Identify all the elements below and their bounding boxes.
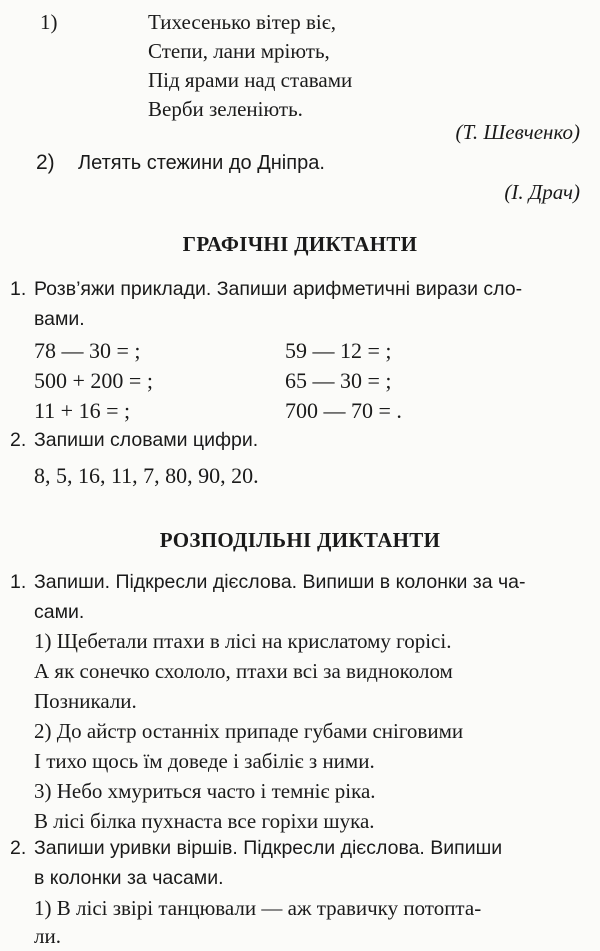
graphic-task2-number: 2. <box>10 429 27 451</box>
poem1-line: Тихесенько вітер віє, <box>148 10 336 34</box>
poem2-author: (І. Драч) <box>504 180 580 204</box>
task-line: Запиши. Підкресли дієслова. Випиши в колонки за ча- <box>34 571 526 593</box>
task-line: Запиши уривки віршів. Підкресли дієслова. Випиши <box>34 837 503 859</box>
passage-line: А як сонечко схололо, птахи всі за видноколом <box>34 659 453 683</box>
expression: 78 — 30 = ; <box>34 338 141 363</box>
passage-line: В лісі білка пухнаста все горіхи шука. <box>34 809 375 833</box>
passage-line: 1) В лісі звірі танцювали — аж травичку потопта- <box>34 896 482 920</box>
separate-task1-passage <box>34 626 463 836</box>
expression: 500 + 200 = ; <box>34 368 153 393</box>
poem1-author: (Т. Шевченко) <box>455 120 580 144</box>
poem2-line: Летять стежини до Дніпра. <box>78 152 325 174</box>
task-line: сами. <box>34 601 85 623</box>
passage-line: ли. <box>34 924 61 948</box>
passage-line: Позникали. <box>34 689 137 713</box>
poem1-line: Верби зеленіють. <box>148 97 303 121</box>
task-line: Розв’яжи приклади. Запиши арифметичні вирази сло- <box>34 278 523 300</box>
graphic-task1-number: 1. <box>10 278 27 300</box>
passage-line: 1) Щебетали птахи в лісі на крислатому горісі. <box>34 629 452 653</box>
passage-line: 3) Небо хмуриться часто і темніє ріка. <box>34 779 376 803</box>
expression: 700 — 70 = . <box>285 398 402 423</box>
task-line: вами. <box>34 308 85 330</box>
poem1-line: Під ярами над ставами <box>148 68 353 92</box>
passage-line: І тихо щось їм доведе і забіліє з ними. <box>34 749 375 773</box>
poem1-lines <box>148 8 352 124</box>
expression: 59 — 12 = ; <box>285 338 392 363</box>
passage-line: 2) До айстр останніх припаде губами сніговими <box>34 719 464 743</box>
poem1-number: 1) <box>40 10 58 34</box>
separate-heading: РОЗПОДІЛЬНІ ДИКТАНТИ <box>159 528 441 552</box>
separate-task1-number: 1. <box>10 571 27 593</box>
task-line: в колонки за часами. <box>34 867 224 889</box>
expressions-right <box>285 336 402 426</box>
separate-task2-passage <box>34 893 481 951</box>
expression: 65 — 30 = ; <box>285 368 392 393</box>
graphic-task2-text: Запиши словами цифри. <box>34 429 259 451</box>
separate-task1-text <box>34 567 526 627</box>
graphic-task1-text <box>34 274 522 334</box>
poem2-number: 2) <box>36 151 55 174</box>
poem1-line: Степи, лани мріють, <box>148 39 330 63</box>
separate-task2-number: 2. <box>10 837 27 859</box>
expression: 11 + 16 = ; <box>34 398 131 423</box>
graphic-heading: ГРАФІЧНІ ДИКТАНТИ <box>182 232 418 256</box>
digits-list: 8, 5, 16, 11, 7, 80, 90, 20. <box>34 463 259 488</box>
expressions-left <box>34 336 153 426</box>
separate-task2-text <box>34 833 502 893</box>
